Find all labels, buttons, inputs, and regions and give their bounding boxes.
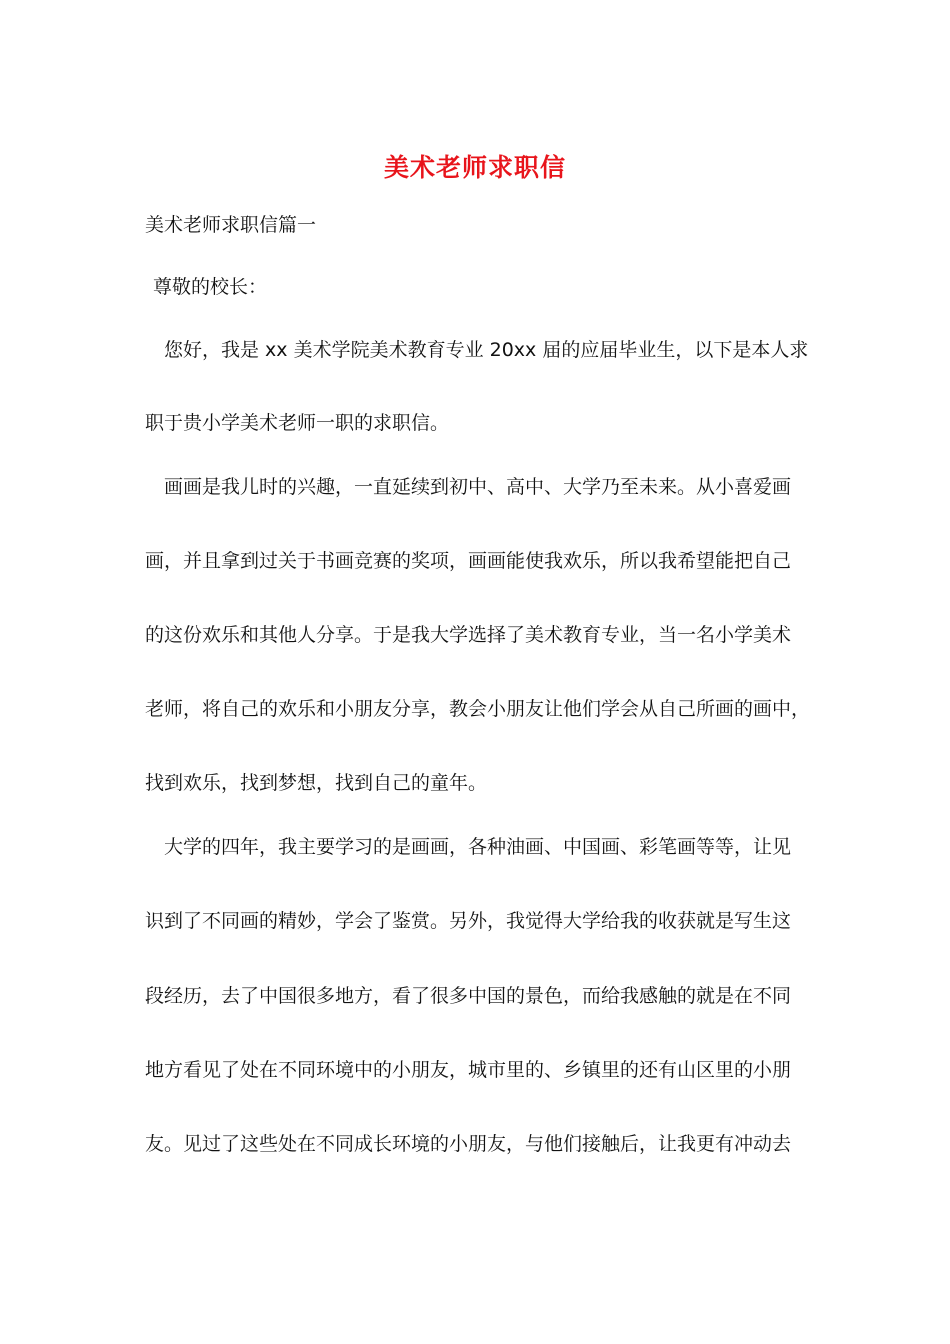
paragraph-2-line-3: 的这份欢乐和其他人分享。于是我大学选择了美术教育专业，当一名小学美术	[145, 624, 792, 646]
paragraph-2-line-5: 找到欢乐，找到梦想，找到自己的童年。	[145, 772, 488, 794]
paragraph-3-line-2: 识到了不同画的精妙，学会了鉴赏。另外，我觉得大学给我的收获就是写生这	[145, 910, 792, 932]
document-title: 美术老师求职信	[383, 153, 566, 182]
paragraph-3-line-5: 友。见过了这些处在不同成长环境的小朋友，与他们接触后，让我更有冲动去	[145, 1133, 792, 1155]
paragraph-3-line-4: 地方看见了处在不同环境中的小朋友，城市里的、乡镇里的还有山区里的小朋	[145, 1059, 792, 1081]
paragraph-1-line-2: 职于贵小学美术老师一职的求职信。	[145, 412, 450, 434]
paragraph-3-line-1: 大学的四年，我主要学习的是画画，各种油画、中国画、彩笔画等等，让见	[164, 836, 792, 858]
paragraph-2-line-4: 老师，将自己的欢乐和小朋友分享，教会小朋友让他们学会从自己所画的画中，	[145, 698, 811, 720]
paragraph-2-line-1: 画画是我儿时的兴趣，一直延续到初中、高中、大学乃至未来。从小喜爱画	[164, 476, 792, 498]
section-heading: 美术老师求职信篇一	[145, 214, 317, 236]
paragraph-2-line-2: 画，并且拿到过关于书画竞赛的奖项，画画能使我欢乐，所以我希望能把自己	[145, 550, 792, 572]
paragraph-3-line-3: 段经历，去了中国很多地方，看了很多中国的景色，而给我感触的就是在不同	[145, 985, 792, 1007]
paragraph-1-line-1: 您好，我是 xx 美术学院美术教育专业 20xx 届的应届毕业生，以下是本人求	[164, 339, 809, 361]
salutation: 尊敬的校长：	[153, 276, 268, 298]
